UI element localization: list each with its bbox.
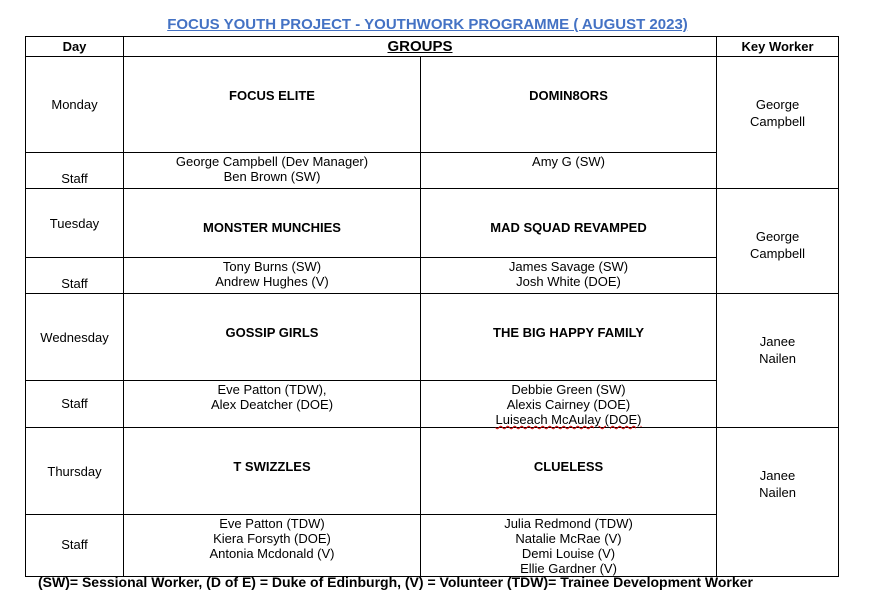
key-worker-cell (717, 428, 839, 577)
staff-label: Staff (26, 381, 124, 428)
staff-label: Staff (26, 515, 124, 577)
document-title: FOCUS YOUTH PROJECT - YOUTHWORK PROGRAMME ( AUGUST 2023) (167, 16, 688, 33)
staff-list (421, 515, 717, 577)
staff-member: Luiseach McAulay (DOE) (495, 412, 642, 427)
staff-list (421, 258, 717, 294)
group-name: T SWIZZLES (124, 428, 421, 515)
staff-member: Antonia Mcdonald (V) (209, 546, 335, 561)
header-groups: GROUPS (124, 37, 717, 57)
day-cell: Wednesday (26, 294, 124, 381)
header-key-worker: Key Worker (717, 37, 839, 57)
group-name: DOMIN8ORS (421, 57, 717, 153)
wednesday-group-row (26, 294, 839, 381)
staff-list (124, 153, 421, 189)
staff-list (421, 153, 717, 189)
thursday-group-row (26, 428, 839, 515)
group-name: MAD SQUAD REVAMPED (421, 189, 717, 258)
staff-label: Staff (26, 258, 124, 294)
group-name: GOSSIP GIRLS (124, 294, 421, 381)
day-cell: Tuesday (26, 189, 124, 258)
key-worker-last: Campbell (750, 114, 805, 129)
key-worker-first: Janee (759, 334, 796, 349)
staff-member: Kiera Forsyth (DOE) (213, 531, 331, 546)
header-day: Day (26, 37, 124, 57)
staff-member: Ellie Gardner (V) (520, 561, 617, 576)
staff-member: Alex Deatcher (DOE) (210, 397, 334, 412)
key-worker-last: Nailen (759, 485, 796, 500)
programme-table (25, 36, 839, 577)
monday-group-row (26, 57, 839, 153)
staff-member: Tony Burns (SW) (222, 259, 322, 274)
key-worker-last: Nailen (759, 351, 796, 366)
staff-list (421, 381, 717, 428)
staff-label: Staff (26, 153, 124, 189)
staff-member: James Savage (SW) (508, 259, 629, 274)
group-name: FOCUS ELITE (124, 57, 421, 153)
staff-member: George Campbell (Dev Manager) (175, 154, 369, 169)
staff-list (124, 381, 421, 428)
staff-member: Andrew Hughes (V) (215, 274, 329, 289)
staff-list (124, 515, 421, 577)
day-cell: Thursday (26, 428, 124, 515)
staff-member: Julia Redmond (TDW) (504, 516, 633, 531)
staff-member: Alexis Cairney (DOE) (506, 397, 631, 412)
staff-list (124, 258, 421, 294)
key-worker-last: Campbell (750, 246, 805, 261)
staff-member: Josh White (DOE) (516, 274, 621, 289)
group-name: MONSTER MUNCHIES (124, 189, 421, 258)
key-worker-cell (717, 189, 839, 294)
key-worker-first: George (755, 229, 800, 244)
staff-member: Debbie Green (SW) (511, 382, 626, 397)
staff-member: Demi Louise (V) (521, 546, 616, 561)
legend-footnote: (SW)= Sessional Worker, (D of E) = Duke of Edinburgh, (V) = Volunteer (TDW)= Trainee Development Worker (38, 574, 753, 590)
key-worker-cell (717, 57, 839, 189)
tuesday-group-row (26, 189, 839, 258)
day-cell: Monday (26, 57, 124, 153)
staff-member: Ben Brown (SW) (223, 169, 321, 184)
staff-member: Amy G (SW) (532, 154, 605, 169)
key-worker-first: George (755, 97, 800, 112)
group-name: THE BIG HAPPY FAMILY (421, 294, 717, 381)
staff-member: Eve Patton (TDW) (219, 516, 325, 531)
staff-member: Natalie McRae (V) (515, 531, 622, 546)
staff-member: Eve Patton (TDW), (217, 382, 327, 397)
group-name: CLUELESS (421, 428, 717, 515)
key-worker-first: Janee (759, 468, 796, 483)
key-worker-cell (717, 294, 839, 428)
header-row (26, 37, 839, 57)
